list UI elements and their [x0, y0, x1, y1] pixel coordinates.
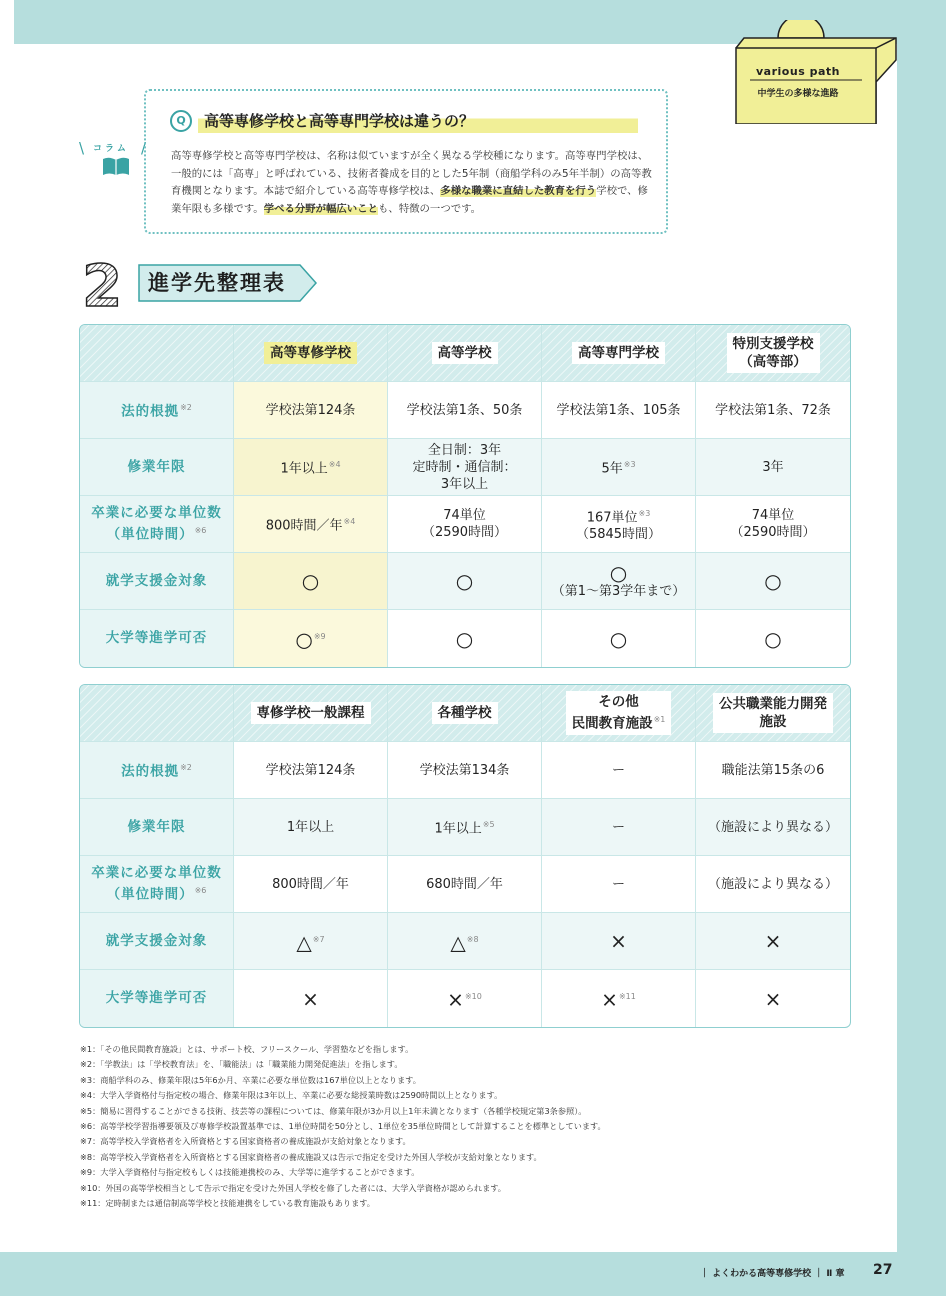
cell-text: 800時間／年: [272, 876, 349, 892]
cell-text: 学校法第1条、105条: [556, 402, 681, 418]
column-header: [388, 325, 542, 382]
cell-text: 学校法第1条、72条: [715, 402, 831, 418]
table-corner: [80, 685, 234, 742]
cross-mark-icon: ×: [302, 986, 319, 1011]
column-header-line: 各種学校: [437, 705, 492, 721]
table-cell: [542, 799, 696, 856]
column-header-line: 高等専門学校: [578, 345, 659, 361]
footnote-line: ※6：高等学校学習指導要領及び専修学校設置基準では、1単位時間を50分とし、1単位を35単位時間として計算することを標準としています。: [80, 1121, 606, 1132]
cell-text: 74単位: [443, 508, 486, 523]
circle-mark-icon: ○: [301, 569, 320, 593]
row-label-line: 法的根拠$^{※2}$: [121, 403, 192, 420]
row-label-line: 卒業に必要な単位数: [91, 864, 222, 881]
cell-text: 74単位: [751, 508, 795, 523]
column-body-text: 学校で、修業年限も多様です。: [171, 185, 648, 215]
row-label: [80, 439, 234, 496]
table-cell: [388, 553, 542, 610]
badge-subtitle: 中学生の多様な進路: [757, 89, 839, 99]
cell-text: （2590時間）: [730, 525, 816, 540]
column-question: 高等専修学校と高等専門学校は違うの？: [198, 109, 638, 133]
row-label-line: 修業年限: [127, 458, 186, 475]
footnote-ref: ※4: [343, 517, 356, 527]
cell-text: （第1～第3学年まで）: [551, 583, 686, 599]
column-header-line: 高等学校: [437, 345, 492, 361]
column-deco-left: \: [79, 139, 85, 157]
footnote-ref: ※3: [623, 460, 636, 470]
footnote-ref: ※9: [313, 632, 326, 642]
footnote-line: ※2：「学教法」は「学校教育法」を、「職能法」は「職業能力開発促進法」を指します。: [80, 1059, 403, 1070]
column-body: [171, 148, 657, 218]
cell-text: 167単位$^{※3}$: [586, 508, 651, 526]
column-header-label: [572, 342, 665, 364]
table-cell: [234, 553, 388, 610]
column-header-line: 施設: [759, 714, 787, 730]
table-cell: [696, 799, 850, 856]
table-cell: [388, 856, 542, 913]
row-label-line: 法的根拠$^{※2}$: [121, 763, 192, 780]
row-label-line: 就学支援金対象: [105, 572, 208, 589]
table-cell: [388, 439, 542, 496]
column-header-line: 高等専修学校: [270, 345, 351, 361]
column-header: [542, 325, 696, 382]
table-cell: [388, 742, 542, 799]
section-number-text: 2: [82, 254, 123, 314]
cell-text: （施設により異なる）: [707, 876, 838, 892]
footnote-ref: ※5: [482, 820, 495, 830]
footnote-line: ※10：外国の高等学校相当として告示で指定を受けた外国人学校を修了した者には、大学入学資格が認められます。: [80, 1182, 506, 1193]
row-label: [80, 553, 234, 610]
row-label-line: 就学支援金対象: [105, 932, 208, 949]
table-cell: [234, 856, 388, 913]
footnote-ref: ※8: [466, 934, 479, 944]
cell-text: 学校法第1条、50条: [406, 402, 523, 418]
column-header-line: その他: [598, 694, 639, 711]
table-cell: [234, 970, 388, 1027]
column-header-line: 公共職業能力開発: [719, 696, 827, 712]
footnote-ref: ※1: [653, 715, 666, 725]
cell-text: 学校法第124条: [265, 402, 356, 418]
triangle-mark-icon: △$^{※7}$: [296, 930, 325, 955]
column-body-text: 高等専修学校と高等専門学校は、名称は似ていますが全く異なる学校種になります。高等専門学校は、一般的には「高専」と呼ばれている、技術者養成を目的とした5年制（商船学科のみ5年半制）の高等教育機関となります。本誌で紹介している高等専修学校は、: [171, 150, 652, 197]
cell-text: 5年$^{※3}$: [601, 460, 636, 477]
table-cell: [542, 610, 696, 667]
footnote-ref: ※10: [464, 992, 482, 1002]
table-cell: [388, 913, 542, 970]
cell-text: 3年: [762, 459, 784, 475]
footnote-ref: ※6: [194, 885, 207, 895]
row-label-line: （単位時間）$^{※6}$: [106, 525, 207, 543]
row-label-line: 大学等進学可否: [105, 630, 208, 646]
comparison-table-1: [79, 324, 851, 668]
table-cell: [542, 553, 696, 610]
table-cell: [542, 913, 696, 970]
cross-mark-icon: ×: [764, 929, 782, 953]
circle-mark-icon: ○$^{※9}$: [295, 627, 326, 652]
column-header-line: 民間教育施設$^{※1}$: [571, 715, 666, 732]
table-cell: [696, 382, 850, 439]
cell-text: 680時間／年: [426, 876, 503, 892]
column-header-label: [432, 702, 498, 724]
footnote-ref: ※11: [618, 992, 636, 1002]
table-cell: [542, 856, 696, 913]
table-cell: [234, 742, 388, 799]
table-cell: [696, 856, 850, 913]
cell-text: ー: [611, 762, 625, 778]
column-header-label: [566, 691, 672, 735]
table-cell: [542, 439, 696, 496]
column-highlight: 学べる分野が幅広いこと: [263, 202, 378, 215]
row-label-line: 卒業に必要な単位数: [91, 504, 222, 521]
table-cell: [696, 610, 850, 667]
circle-mark-icon: ○: [455, 569, 474, 593]
table-cell: [234, 610, 388, 667]
table-cell: [542, 742, 696, 799]
row-label-line: 大学等進学可否: [105, 990, 208, 1006]
column-header-line: （高等部）: [739, 354, 807, 370]
table-cell: [234, 496, 388, 553]
column-header: [388, 685, 542, 742]
cell-text: 職能法第15条の6: [721, 762, 825, 778]
row-label: [80, 913, 234, 970]
table-cell: [542, 496, 696, 553]
cell-text: 1年以上: [286, 819, 335, 835]
row-label: [80, 496, 234, 553]
footnote-line: ※1：「その他民間教育施設」とは、サポート校、フリースクール、学習塾などを指します。: [80, 1044, 414, 1054]
row-label: [80, 970, 234, 1027]
cross-mark-icon: ×: [764, 986, 782, 1011]
column-header-label: [713, 693, 833, 733]
cell-text: 3年以上: [440, 476, 489, 492]
table-cell: [388, 610, 542, 667]
column-label: コラム: [93, 144, 129, 154]
row-label: [80, 610, 234, 667]
footnote-line: ※5：簡易に習得することができる技術、技芸等の課程については、修業年限が3か月以上1年未満となります（各種学校規定第3条参照）。: [80, 1105, 587, 1116]
cell-text: 全日制：3年: [427, 442, 502, 458]
row-label: [80, 799, 234, 856]
cell-text: 1年以上$^{※4}$: [280, 460, 341, 477]
footnote-line: ※7：高等学校入学資格者を入所資格とする国家資格者の養成施設が支給対象となります。: [80, 1136, 411, 1147]
footnote-ref: ※4: [328, 460, 341, 470]
circle-mark-icon: ○: [609, 626, 628, 651]
cell-text: 学校法第134条: [419, 762, 510, 778]
row-label-line: （単位時間）$^{※6}$: [106, 885, 207, 903]
column-header: [696, 685, 850, 742]
cell-text: 800時間／年$^{※4}$: [265, 517, 356, 534]
footer-text: ｜ よくわかる高等専修学校 ｜ Ⅱ 章: [700, 1269, 845, 1279]
table-cell: [388, 496, 542, 553]
section-title: 進学先整理表: [148, 271, 286, 295]
table-corner: [80, 325, 234, 382]
column-header-label: [432, 342, 498, 364]
table-cell: [542, 382, 696, 439]
footnotes: [80, 1042, 880, 1211]
circle-mark-icon: ○: [764, 569, 782, 593]
column-header-line: 専修学校一般課程: [256, 705, 365, 721]
cell-text: ー: [611, 819, 625, 835]
row-label: [80, 382, 234, 439]
circle-mark-icon: ○: [764, 626, 782, 651]
circle-mark-icon: ○: [455, 626, 474, 651]
footnote-ref: ※6: [194, 525, 207, 535]
table-cell: [696, 439, 850, 496]
right-band: [897, 0, 946, 1296]
triangle-mark-icon: △$^{※8}$: [450, 930, 479, 955]
cell-text: （施設により異なる）: [707, 819, 838, 835]
column-header-label: [727, 333, 820, 373]
column-body-text: も、特徴の一つです。: [377, 202, 482, 215]
cell-text: （5845時間）: [575, 527, 662, 543]
column-deco-right: /: [141, 139, 147, 157]
column-highlight: 多様な職業に直結した教育を行う: [440, 185, 597, 197]
badge-title: various path: [756, 65, 840, 78]
table-cell: [234, 799, 388, 856]
footnote-ref: ※3: [638, 508, 651, 518]
column-header-line: 特別支援学校: [732, 336, 814, 352]
table-cell: [696, 496, 850, 553]
question-badge: Q: [170, 110, 192, 132]
cross-mark-icon: ×: [610, 929, 627, 953]
footnote-ref: ※2: [180, 403, 192, 413]
footnote-line: ※9：大学入学資格付与指定校もしくは技能連携校のみ、大学等に進学することができます。: [80, 1167, 420, 1178]
table-cell: [542, 970, 696, 1027]
footnote-ref: ※7: [312, 934, 325, 944]
table-cell: [234, 913, 388, 970]
circle-mark-icon: ○: [609, 560, 628, 585]
table-cell: [234, 439, 388, 496]
footnote-line: ※4：大学入学資格付与指定校の場合、修業年限は3年以上、卒業に必要な総授業時数は2590時間以上となります。: [80, 1090, 503, 1101]
row-label: [80, 742, 234, 799]
table-cell: [388, 799, 542, 856]
cell-text: （2590時間）: [421, 525, 508, 540]
column-header: [234, 325, 388, 382]
cross-mark-icon: ×$^{※10}$: [447, 987, 482, 1012]
comparison-table-2: [79, 684, 851, 1028]
table-cell: [234, 382, 388, 439]
various-path-badge: [728, 20, 906, 124]
cell-text: 1年以上$^{※5}$: [434, 820, 495, 837]
table-cell: [388, 970, 542, 1027]
table-cell: [696, 913, 850, 970]
row-label-line: 修業年限: [127, 818, 186, 835]
footnote-line: ※3：商船学科のみ、修業年限は5年6か月、卒業に必要な単位数は167単位以上となります。: [80, 1074, 421, 1085]
footnote-ref: ※2: [180, 763, 192, 773]
column-header: [696, 325, 850, 382]
table-cell: [388, 382, 542, 439]
table-cell: [696, 742, 850, 799]
table-cell: [696, 970, 850, 1027]
cell-text: 定時制・通信制：: [412, 459, 517, 475]
table-cell: [696, 553, 850, 610]
row-label: [80, 856, 234, 913]
footnote-line: ※11：定時制または通信制高等学校と技能連携をしている教育施設もあります。: [80, 1198, 375, 1209]
book-icon: [102, 156, 130, 176]
section-number: [78, 254, 128, 314]
cell-text: ー: [611, 876, 625, 892]
page-number: 27: [873, 1262, 893, 1278]
cross-mark-icon: ×$^{※11}$: [601, 987, 636, 1012]
cell-text: 学校法第124条: [265, 762, 356, 778]
column-header: [234, 685, 388, 742]
column-header-label: [251, 702, 371, 724]
column-header: [542, 685, 696, 742]
column-header-label: [264, 342, 357, 364]
footnote-line: ※8：高等学校入学資格者を入所資格とする国家資格者の養成施設又は告示で指定を受けた外国人学校が支給対象となります。: [80, 1151, 542, 1162]
